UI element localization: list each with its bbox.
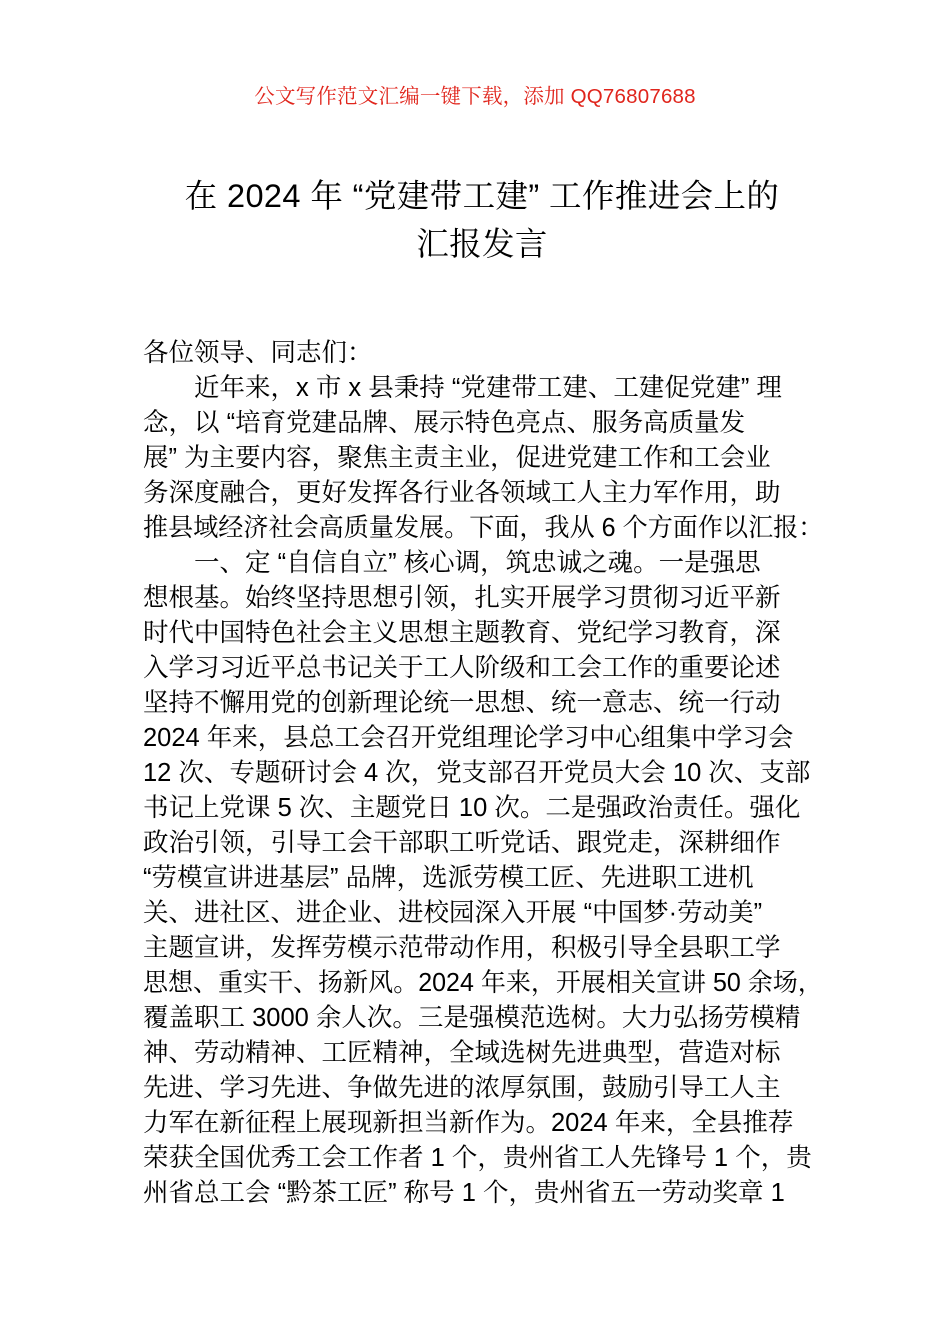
body-line: 州省总工会 “黔茶工匠” 称号 1 个，贵州省五一劳动奖章 1 [143, 1179, 785, 1207]
body-line: 想根基。始终坚持思想引领，扎实开展学习贯彻习近平新 [143, 584, 781, 612]
promo-watermark-text: 公文写作范文汇编一键下载，添加 QQ76807688 [254, 85, 696, 108]
page-title-line-1: 在 2024 年 “党建带工建” 工作推进会上的 [184, 178, 780, 214]
body-line: 时代中国特色社会主义思想主题教育、党纪学习教育，深 [143, 619, 781, 647]
body-line: 神、劳动精神、工匠精神，全域选树先进典型，营造对标 [143, 1039, 781, 1067]
body-line: 力军在新征程上展现新担当新作为。2024 年来，全县推荐 [143, 1109, 794, 1137]
body-line: 一、定 “自信自立” 核心调，筑忠诚之魂。一是强思 [143, 549, 761, 577]
page-bottom-margin [0, 1222, 950, 1344]
body-line: 展” 为主要内容，聚焦主责主业，促进党建工作和工会业 [143, 444, 771, 472]
salutation-line: 各位领导、同志们： [143, 339, 373, 367]
body-line: 思想、重实干、扬新风。2024 年来，开展相关宣讲 50 余场， [143, 969, 823, 997]
body-line: 先进、学习先进、争做先进的浓厚氛围，鼓励引导工人主 [143, 1074, 781, 1102]
page-title-line-2: 汇报发言 [416, 226, 548, 262]
body-line: 关、进社区、进企业、进校园深入开展 “中国梦·劳动美” [143, 899, 763, 927]
body-line: 覆盖职工 3000 余人次。三是强模范选树。大力弘扬劳模精 [143, 1004, 801, 1032]
body-line: 近年来，x 市 x 县秉持 “党建带工建、工建促党建” 理 [143, 374, 782, 402]
body-line: 念，以 “培育党建品牌、展示特色亮点、服务高质量发 [143, 409, 746, 437]
body-line: 2024 年来，县总工会召开党组理论学习中心组集中学习会 [143, 724, 794, 752]
body-line: 推县域经济社会高质量发展。下面，我从 6 个方面作以汇报： [143, 514, 824, 542]
page-title [143, 172, 821, 268]
body-line: 荣获全国优秀工会工作者 1 个，贵州省工人先锋号 1 个，贵 [143, 1144, 812, 1172]
body-line: 主题宣讲，发挥劳模示范带动作用，积极引导全县职工学 [143, 934, 781, 962]
body-line: 12 次、专题研讨会 4 次，党支部召开党员大会 10 次、支部 [143, 759, 811, 787]
body-line: 务深度融合，更好发挥各行业各领域工人主力军作用，助 [143, 479, 781, 507]
body-line: 书记上党课 5 次、主题党日 10 次。二是强政治责任。强化 [143, 794, 801, 822]
document-body [143, 336, 823, 1211]
body-line: 政治引领，引导工会干部职工听党话、跟党走，深耕细作 [143, 829, 781, 857]
body-line: 坚持不懈用党的创新理论统一思想、统一意志、统一行动 [143, 689, 781, 717]
body-line: 入学习习近平总书记关于工人阶级和工会工作的重要论述 [143, 654, 781, 682]
body-line: “劳模宣讲进基层” 品牌，选派劳模工匠、先进职工进机 [143, 864, 754, 892]
